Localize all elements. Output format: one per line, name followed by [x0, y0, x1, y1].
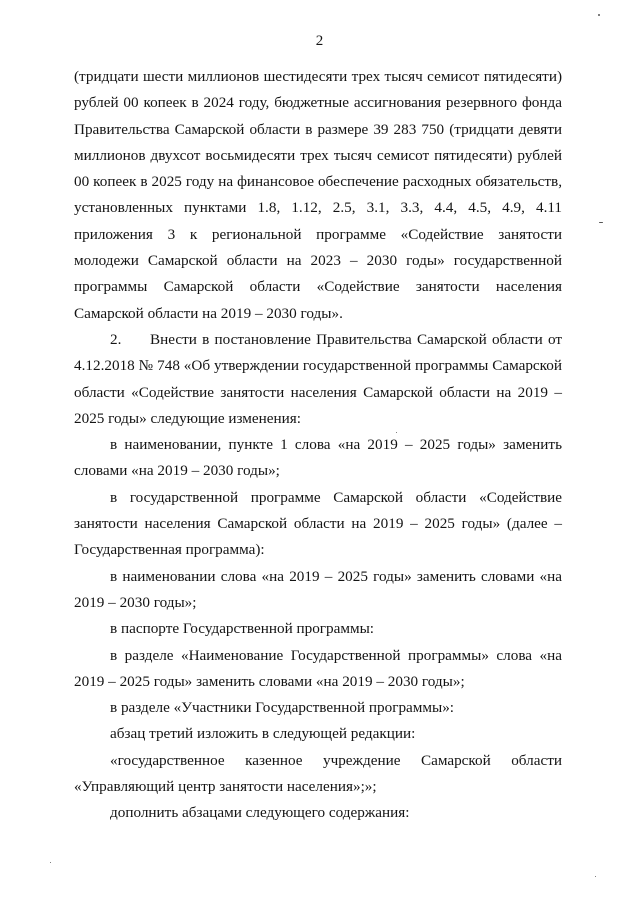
scan-speck: [599, 222, 603, 223]
paragraph-passport: в паспорте Государственной программы:: [110, 620, 375, 638]
paragraph-continuation: (тридцати шести миллионов шестидесяти трех тысяч семисот пятидесяти) рублей 00 копеек в 2024 году, бюджетные ассигнования резервного фонда Правительства Самарской области в размере 39 283 750 (тридцати девяти миллионов двухсот восьмидесяти трех тысяч семисот пятидесяти) рублей 00 копеек в 2025 году на финансовое обеспечение расходных обязательств, установленных пунктами 1.8, 1.12, 2.5, 3.1, 3.3, 4.4, 4.5, 4.9, 4.11 приложения 3 к региональной программе «Содействие занятости молодежи Самарской области на 2023 – 2030 годы» государственной программы Самарской области «Содействие занятости населения Самарской области на 2019 – 2030 годы».: [74, 68, 562, 322]
paragraph-state-program: в государственной программе Самарской области «Содействие занятости населения Самарской области на 2019 – 2025 годы» (далее – Государственная программа):: [74, 488, 562, 559]
document-body: [74, 64, 562, 827]
item-number: 2.: [110, 330, 122, 348]
paragraph-institution: «государственное казенное учреждение Самарской области «Управляющий центр занятости населения»;»;: [74, 751, 562, 796]
scan-speck: [50, 862, 51, 863]
paragraph-item-2: [74, 327, 562, 432]
paragraph-title-words: в наименовании слова «на 2019 – 2025 годы» заменить словами «на 2019 – 2030 годы»;: [74, 567, 562, 611]
page-number: 2: [315, 33, 324, 49]
scan-speck: [396, 432, 397, 433]
scan-speck: [598, 14, 600, 16]
paragraph-supplement: дополнить абзацами следующего содержания:: [110, 804, 410, 822]
item-2-text: Внести в постановление Правительства Самарской области от 4.12.2018 № 748 «Об утверждении государственной программы Самарской области «Содействие занятости населения Самарской области на 2019 – 2025 годы» следующие изменения:: [74, 330, 562, 427]
scan-speck: [595, 876, 596, 877]
paragraph-section-name: в разделе «Наименование Государственной программы» слова «на 2019 – 2025 годы» заменить словами «на 2019 – 2030 годы»;: [74, 646, 562, 690]
paragraph-name-change: в наименовании, пункте 1 слова «на 2019 – 2025 годы» заменить словами «на 2019 – 2030 годы»;: [74, 436, 562, 480]
paragraph-third-abzac: абзац третий изложить в следующей редакции:: [110, 725, 416, 743]
paragraph-section-participants: в разделе «Участники Государственной программы»:: [110, 699, 455, 717]
